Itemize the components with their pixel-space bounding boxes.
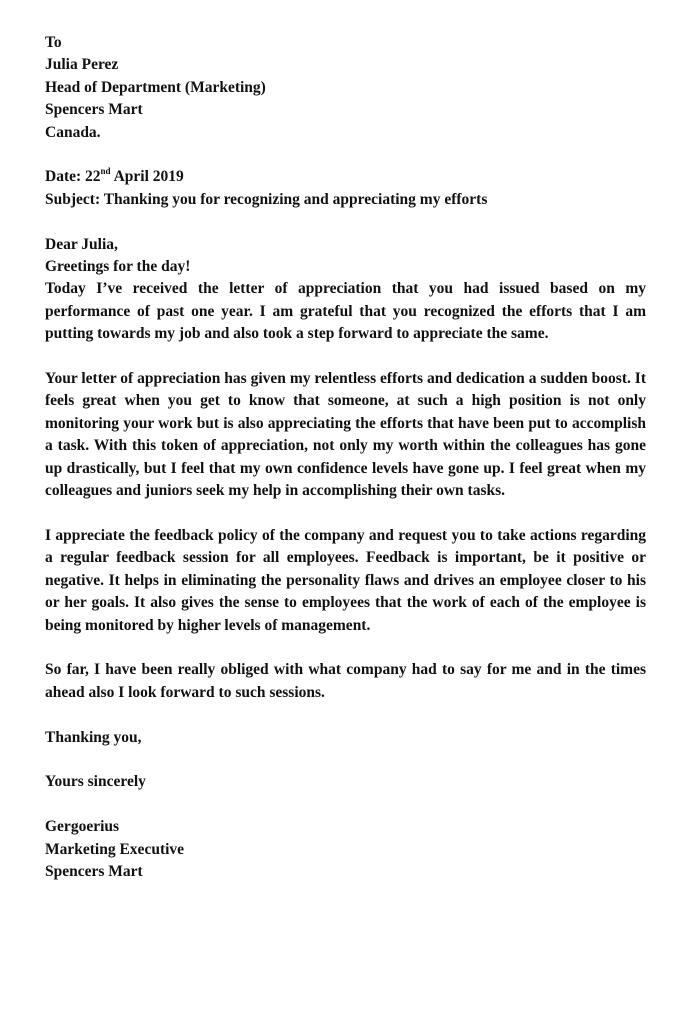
letter-document	[45, 32, 646, 883]
body-paragraph-1: Today I’ve received the letter of appreciation that you had issued based on my performance of past one year. I am grateful that you recognized the efforts that I am putting towards my job and also took a step forward to appreciate the same.	[45, 280, 646, 343]
closing-line: Yours sincerely	[45, 773, 146, 791]
greeting: Greetings for the day!	[45, 258, 191, 276]
recipient-country: Canada.	[45, 123, 101, 141]
sender-company: Spencers Mart	[45, 862, 143, 880]
to-label: To	[45, 34, 62, 51]
sender-signature	[45, 816, 646, 883]
date-label: Date: 22	[45, 168, 101, 186]
thanks-line: Thanking you,	[45, 728, 142, 746]
body-paragraph-2: Your letter of appreciation has given my relentless efforts and dedication a sudden boost. It feels great when you get to know that someone, at such a high position is not only monitoring your work but is also appreciating the efforts that have been put to accomplish a task. With this token of appreciation, not only my worth within the colleagues has gone up drastically, but I feel that my own confidence levels have gone up. I feel great when my colleagues and juniors seek my help in accomplishing their own tasks.	[45, 370, 646, 500]
letter-body	[45, 234, 646, 704]
recipient-address	[45, 32, 646, 144]
recipient-name: Julia Perez	[45, 56, 119, 74]
date-ordinal: nd	[100, 166, 111, 177]
letter-subject: Subject: Thanking you for recognizing and appreciating my efforts	[45, 190, 488, 208]
letter-date	[45, 166, 646, 188]
date-rest: April 2019	[110, 168, 184, 186]
sender-title: Marketing Executive	[45, 840, 185, 858]
recipient-title: Head of Department (Marketing)	[45, 78, 266, 96]
body-paragraph-4: So far, I have been really obliged with what company had to say for me and in the times ahead also I look forward to such sessions.	[45, 661, 646, 701]
sender-name: Gergoerius	[45, 818, 120, 836]
body-paragraph-3: I appreciate the feedback policy of the company and request you to take actions regarding a regular feedback session for all employees. Feedback is important, be it positive or negative. It helps in eliminating the personality flaws and drives an employee closer to his or her goals. It also gives the sense to employees that the work of each of the employee is being monitored by higher levels of management.	[45, 526, 646, 634]
recipient-company: Spencers Mart	[45, 101, 143, 119]
salutation: Dear Julia,	[45, 235, 118, 253]
date-subject	[45, 166, 646, 211]
